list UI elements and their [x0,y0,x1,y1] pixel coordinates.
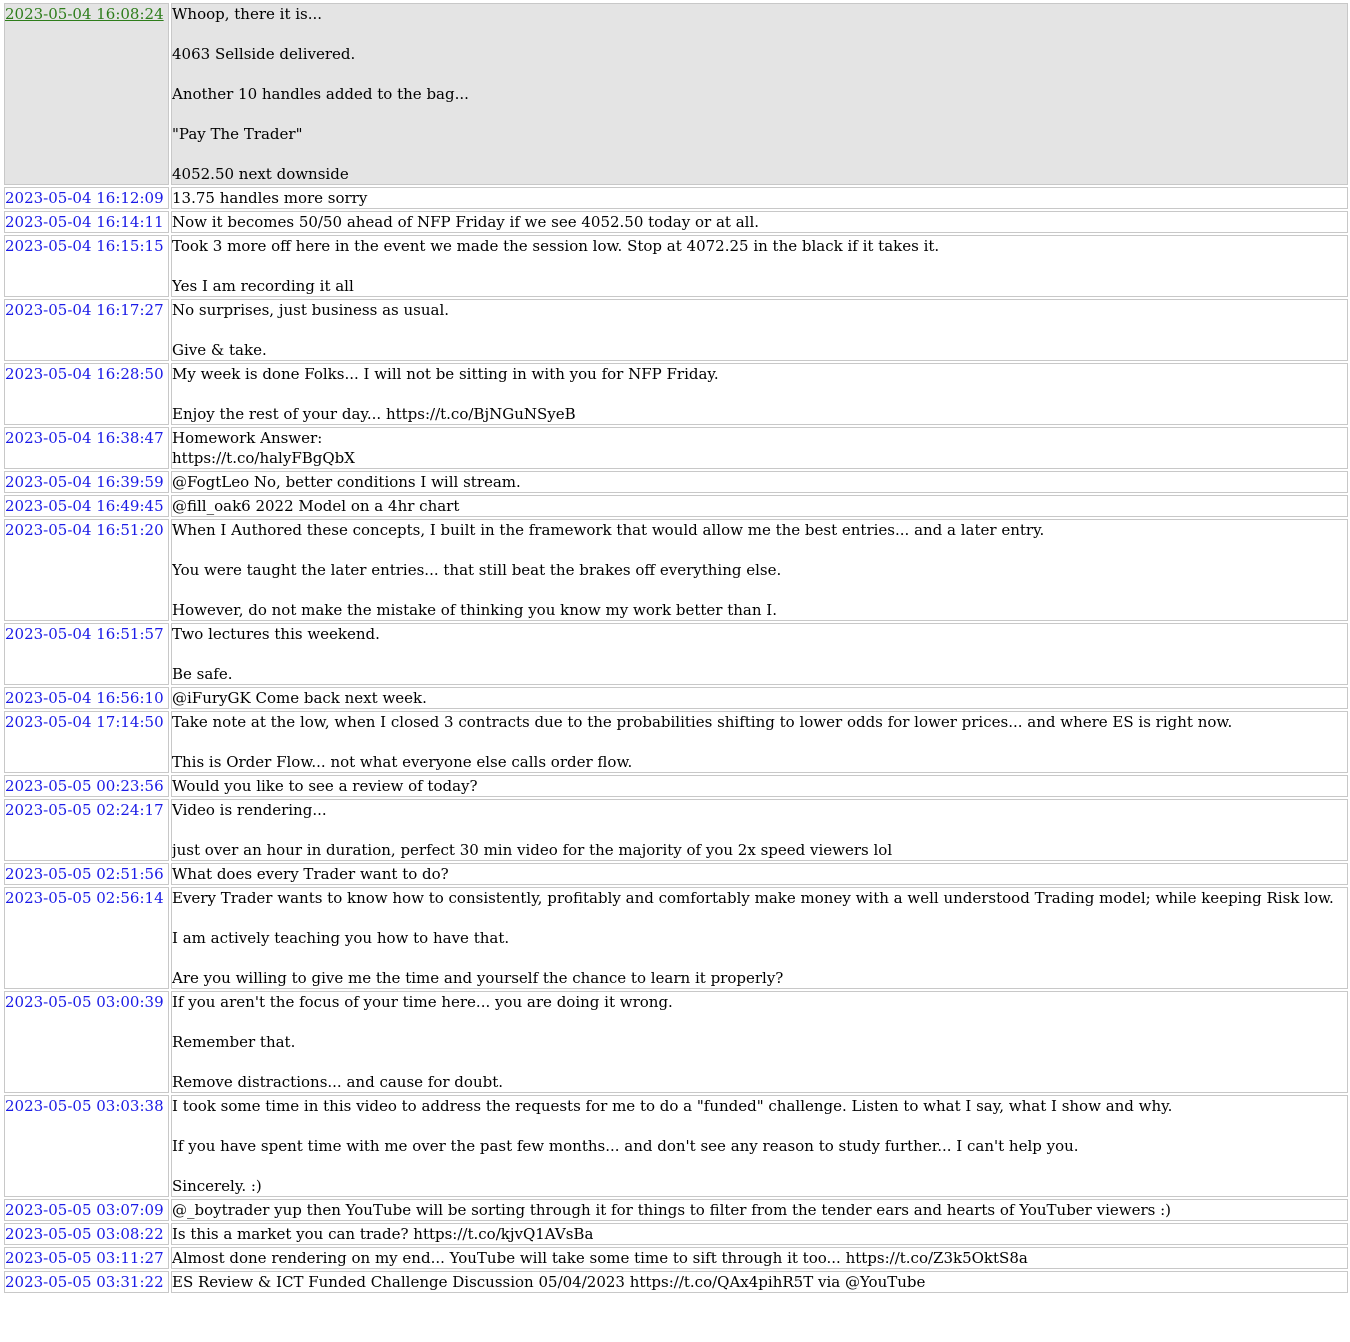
message-line: If you have spent time with me over the past few months... and don't see any reason to study further... I can't help you. [172,1137,1079,1155]
message-line: Remember that. [172,1033,296,1051]
timestamp-link[interactable]: 2023-05-05 00:23:56 [5,777,164,795]
timestamp-link[interactable]: 2023-05-04 16:12:09 [5,189,164,207]
message-line: "Pay The Trader" [172,125,303,143]
message-line: Enjoy the rest of your day... https://t.co/BjNGuNSyeB [172,405,576,423]
log-row [4,211,1348,233]
message-line: Two lectures this weekend. [172,625,380,643]
timestamp-cell [4,863,169,885]
timestamp-cell [4,187,169,209]
log-row [4,471,1348,493]
message-line: Every Trader wants to know how to consistently, profitably and comfortably make money with a well understood Trading model; while keeping Risk low. [172,889,1334,907]
message-cell [171,235,1348,297]
message-line: Take note at the low, when I closed 3 contracts due to the probabilities shifting to lower odds for lower prices... and where ES is right now. [172,713,1233,731]
timestamp-cell [4,991,169,1093]
timestamp-link[interactable]: 2023-05-05 03:31:22 [5,1273,164,1291]
message-cell [171,863,1348,885]
message-cell [171,495,1348,517]
timestamp-cell [4,363,169,425]
message-line [172,580,1347,600]
message-line: Give & take. [172,341,267,359]
message-line [172,104,1347,124]
message-line [172,732,1347,752]
message-line: 4063 Sellside delivered. [172,45,356,63]
log-row [4,863,1348,885]
message-cell [171,299,1348,361]
message-line: You were taught the later entries... that still beat the brakes off everything else. [172,561,782,579]
timestamp-link[interactable]: 2023-05-05 02:51:56 [5,865,164,883]
timestamp-cell [4,299,169,361]
message-line: ES Review & ICT Funded Challenge Discussion 05/04/2023 https://t.co/QAx4pihR5T via @YouTube [172,1273,926,1291]
message-line: This is Order Flow... not what everyone else calls order flow. [172,753,633,771]
timestamp-link[interactable]: 2023-05-05 03:07:09 [5,1201,164,1219]
message-line: However, do not make the mistake of thinking you know my work better than I. [172,601,777,619]
message-line [172,908,1347,928]
message-line: Video is rendering... [172,801,327,819]
timestamp-link[interactable]: 2023-05-04 16:15:15 [5,237,164,255]
message-line: Took 3 more off here in the event we made the session low. Stop at 4072.25 in the black if it takes it. [172,237,940,255]
message-line: Is this a market you can trade? https://t.co/kjvQ1AVsBa [172,1225,594,1243]
timestamp-cell [4,711,169,773]
message-line [172,644,1347,664]
message-line: @_boytrader yup then YouTube will be sorting through it for things to filter from the tender ears and hearts of YouTuber viewers :) [172,1201,1172,1219]
message-line [172,1052,1347,1072]
log-row [4,1271,1348,1293]
message-line: If you aren't the focus of your time here... you are doing it wrong. [172,993,673,1011]
log-row [4,623,1348,685]
log-row [4,687,1348,709]
log-row [4,799,1348,861]
message-cell [171,3,1348,185]
message-cell [171,687,1348,709]
message-line [172,540,1347,560]
timestamp-link[interactable]: 2023-05-04 16:38:47 [5,429,164,447]
timestamp-link[interactable]: 2023-05-05 03:03:38 [5,1097,164,1115]
timestamp-cell [4,1247,169,1269]
message-line: Sincerely. :) [172,1177,262,1195]
timestamp-link[interactable]: 2023-05-05 03:11:27 [5,1249,164,1267]
message-line: Would you like to see a review of today? [172,777,478,795]
log-row [4,1223,1348,1245]
message-line: Are you willing to give me the time and yourself the chance to learn it properly? [172,969,784,987]
timestamp-cell [4,3,169,185]
message-line: My week is done Folks... I will not be sitting in with you for NFP Friday. [172,365,719,383]
message-line: @FogtLeo No, better conditions I will stream. [172,473,521,491]
timestamp-cell [4,495,169,517]
message-cell [171,775,1348,797]
timestamp-link[interactable]: 2023-05-04 16:17:27 [5,301,164,319]
message-line [172,24,1347,44]
log-row [4,187,1348,209]
timestamp-link[interactable]: 2023-05-04 17:14:50 [5,713,164,731]
message-cell [171,211,1348,233]
message-line: @iFuryGK Come back next week. [172,689,427,707]
timestamp-cell [4,887,169,989]
message-line: 13.75 handles more sorry [172,189,368,207]
timestamp-cell [4,427,169,469]
message-line [172,256,1347,276]
message-line: I took some time in this video to address the requests for me to do a "funded" challenge. Listen to what I say, what I show and why. [172,1097,1173,1115]
message-cell [171,711,1348,773]
log-row [4,991,1348,1093]
timestamp-cell [4,687,169,709]
message-cell [171,1095,1348,1197]
timestamp-link[interactable]: 2023-05-05 03:08:22 [5,1225,164,1243]
timestamp-link[interactable]: 2023-05-04 16:51:20 [5,521,164,539]
message-cell [171,427,1348,469]
message-cell [171,1271,1348,1293]
message-line [172,320,1347,340]
message-cell [171,187,1348,209]
message-line: I am actively teaching you how to have that. [172,929,510,947]
log-row [4,1199,1348,1221]
message-cell [171,1247,1348,1269]
message-line [172,948,1347,968]
message-line: When I Authored these concepts, I built in the framework that would allow me the best entries... and a later entry. [172,521,1045,539]
timestamp-cell [4,211,169,233]
message-line [172,144,1347,164]
message-line: Whoop, there it is... [172,5,323,23]
timestamp-link[interactable]: 2023-05-04 16:28:50 [5,365,164,383]
timestamp-cell [4,519,169,621]
message-cell [171,623,1348,685]
timestamp-link[interactable]: 2023-05-04 16:56:10 [5,689,164,707]
message-line: Yes I am recording it all [172,277,354,295]
timestamp-link[interactable]: 2023-05-04 16:49:45 [5,497,164,515]
timestamp-link[interactable]: 2023-05-05 03:00:39 [5,993,164,1011]
timestamp-link[interactable]: 2023-05-04 16:39:59 [5,473,164,491]
timestamp-cell [4,1223,169,1245]
timestamp-cell [4,1271,169,1293]
timestamp-cell [4,1199,169,1221]
timestamp-cell [4,775,169,797]
message-line [172,1156,1347,1176]
message-line [172,1116,1347,1136]
log-row [4,363,1348,425]
tweet-log-body [4,3,1348,1293]
message-line: https://t.co/halyFBgQbX [172,449,355,467]
log-row [4,235,1348,297]
message-cell [171,799,1348,861]
message-line: Almost done rendering on my end... YouTube will take some time to sift through it too... https://t.co/Z3k5OktS8a [172,1249,1028,1267]
message-line: No surprises, just business as usual. [172,301,450,319]
timestamp-cell [4,1095,169,1197]
timestamp-cell [4,799,169,861]
message-line: 4052.50 next downside [172,165,349,183]
message-cell [171,1199,1348,1221]
log-row [4,495,1348,517]
log-row [4,299,1348,361]
log-row [4,3,1348,185]
message-cell [171,887,1348,989]
message-line: Now it becomes 50/50 ahead of NFP Friday if we see 4052.50 today or at all. [172,213,760,231]
log-row [4,1095,1348,1197]
log-row [4,1247,1348,1269]
log-row [4,711,1348,773]
timestamp-cell [4,623,169,685]
message-line: What does every Trader want to do? [172,865,449,883]
timestamp-cell [4,235,169,297]
message-line [172,384,1347,404]
message-line [172,64,1347,84]
message-line [172,1012,1347,1032]
timestamp-link[interactable]: 2023-05-04 16:14:11 [5,213,164,231]
timestamp-link[interactable]: 2023-05-05 02:24:17 [5,801,164,819]
log-row [4,519,1348,621]
message-line [172,820,1347,840]
tweet-log-table [2,1,1350,1295]
timestamp-link[interactable]: 2023-05-04 16:08:24 [5,5,164,23]
message-cell [171,471,1348,493]
log-row [4,775,1348,797]
message-line: Another 10 handles added to the bag... [172,85,469,103]
timestamp-link[interactable]: 2023-05-05 02:56:14 [5,889,164,907]
message-cell [171,991,1348,1093]
timestamp-cell [4,471,169,493]
message-line: Homework Answer: [172,429,323,447]
message-cell [171,1223,1348,1245]
message-line: just over an hour in duration, perfect 30 min video for the majority of you 2x speed viewers lol [172,841,893,859]
timestamp-link[interactable]: 2023-05-04 16:51:57 [5,625,164,643]
log-row [4,427,1348,469]
message-line: Remove distractions... and cause for doubt. [172,1073,504,1091]
message-line: @fill_oak6 2022 Model on a 4hr chart [172,497,460,515]
message-line: Be safe. [172,665,233,683]
log-row [4,887,1348,989]
message-cell [171,519,1348,621]
message-cell [171,363,1348,425]
